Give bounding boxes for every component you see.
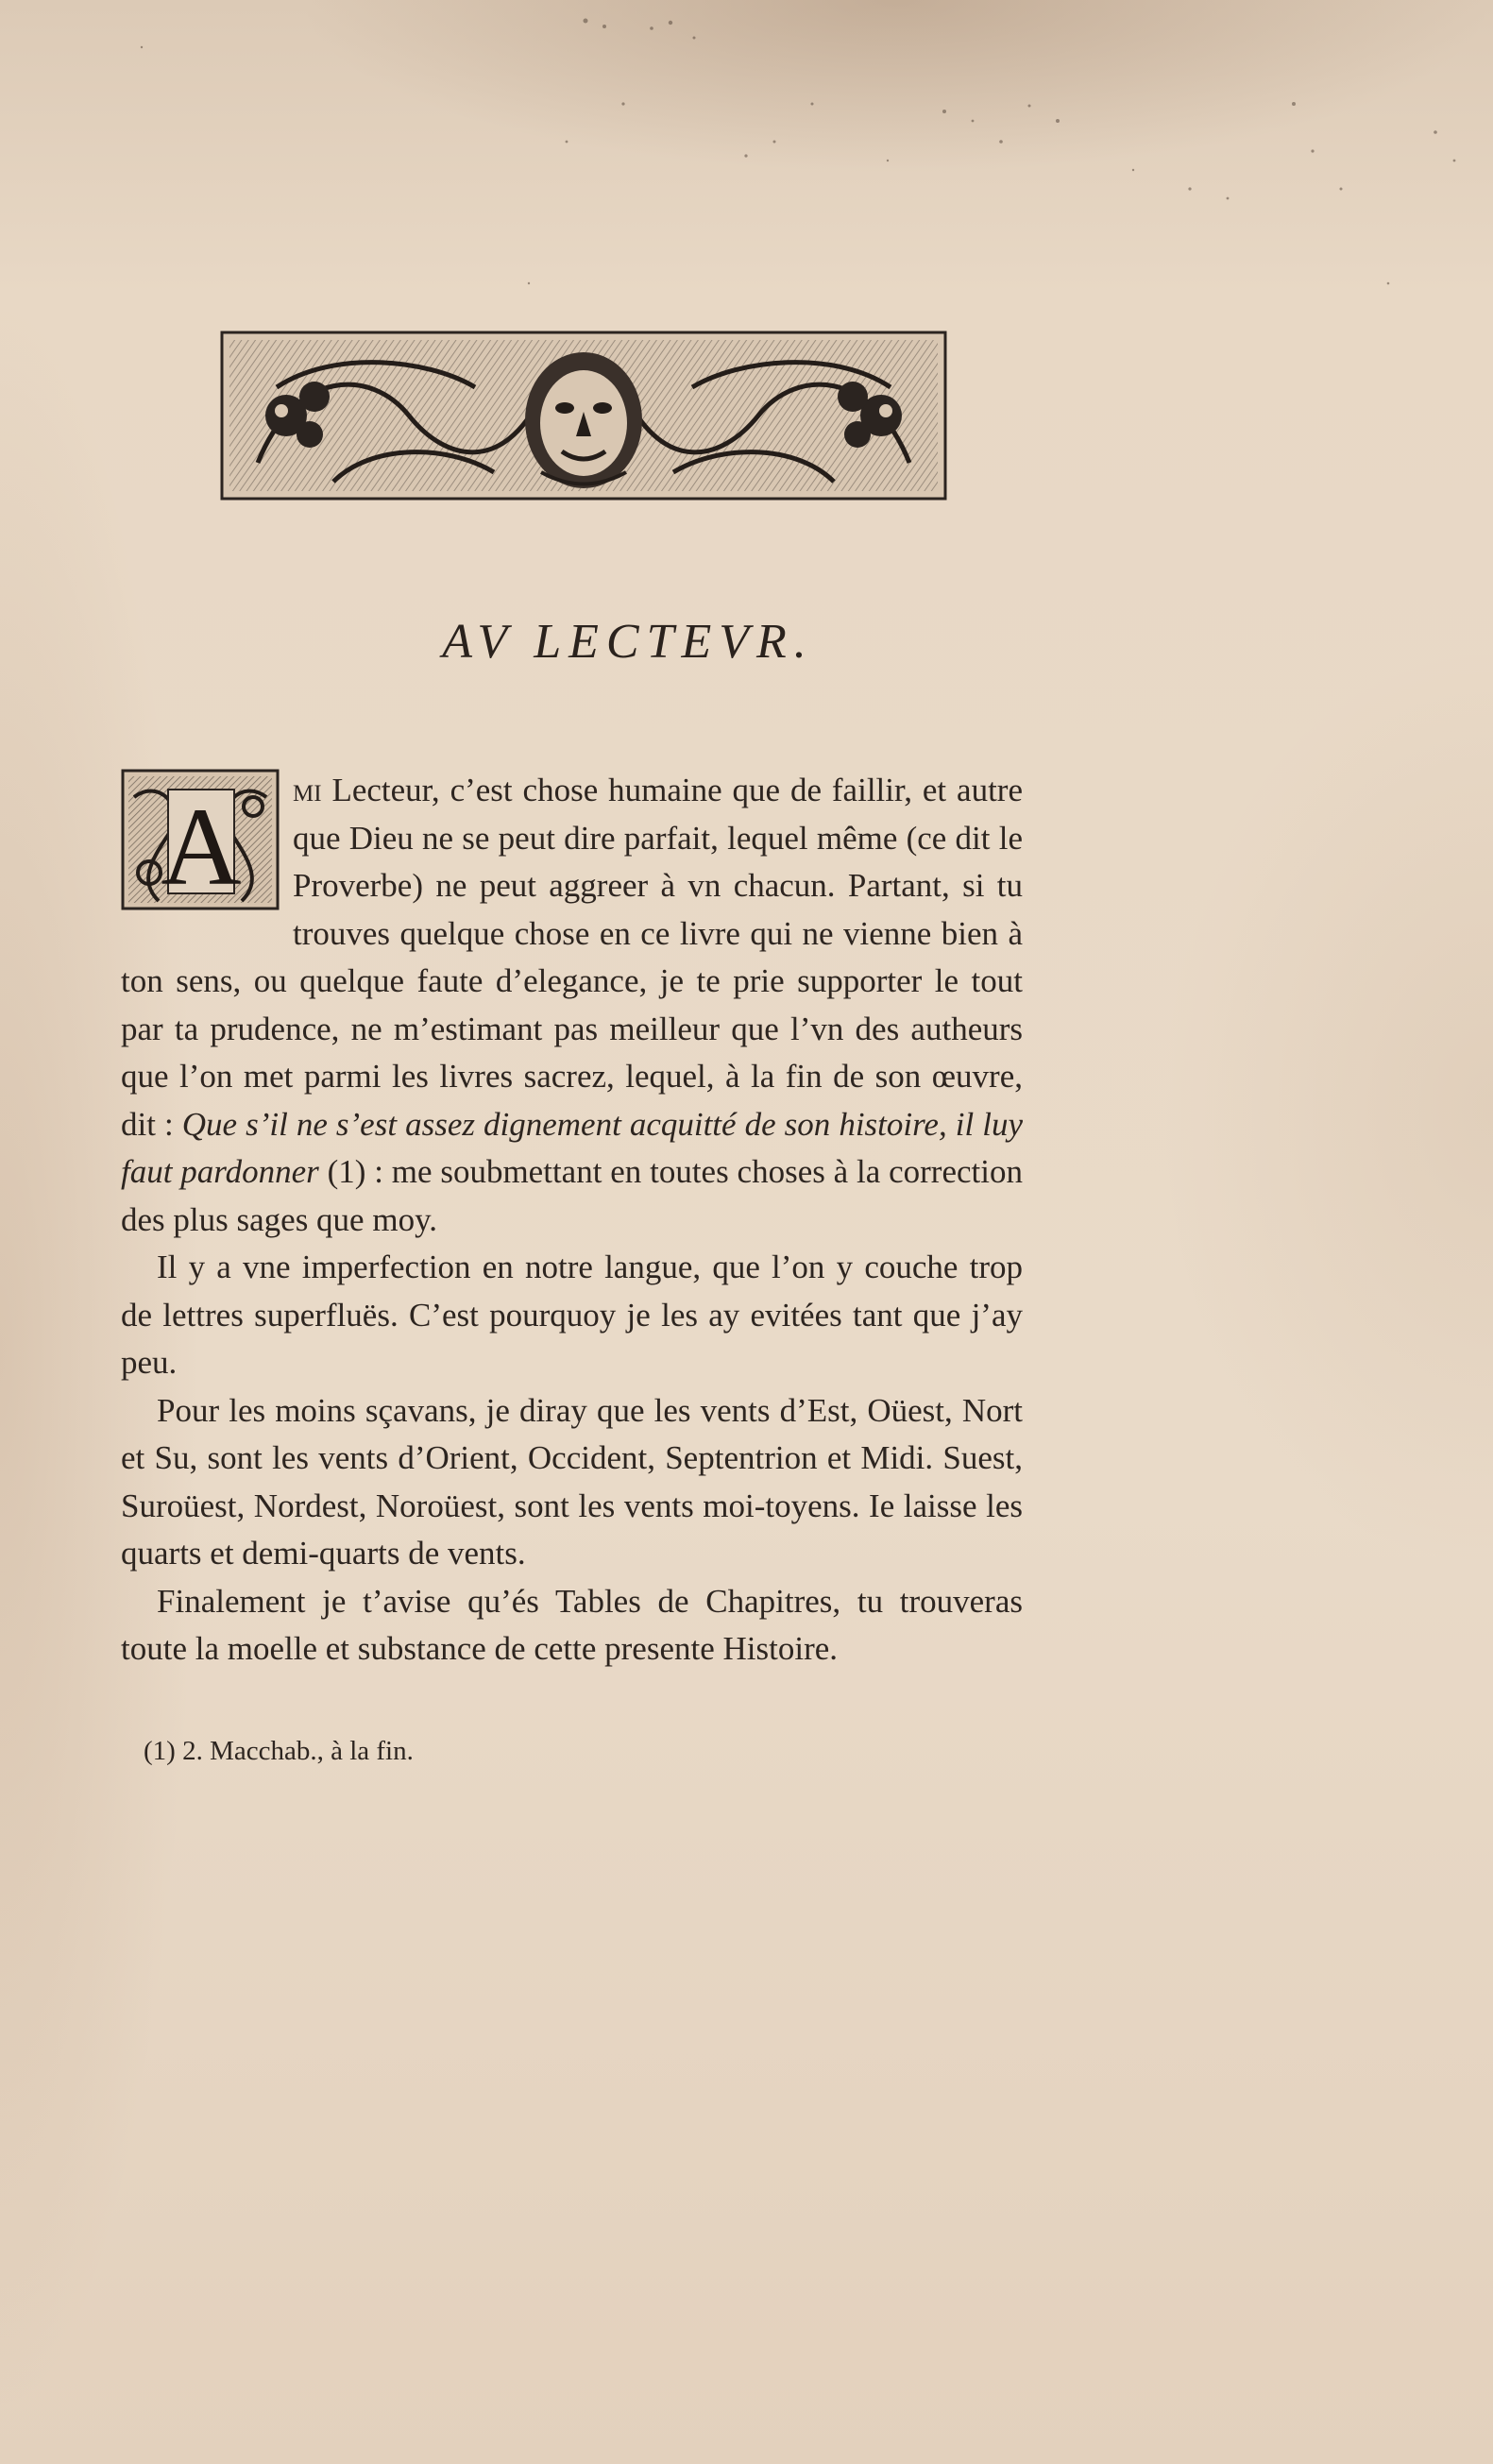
page-title: AV LECTEVR.	[442, 615, 814, 669]
p1-text-a: Lecteur, c’est chose humaine que de faillir, et autre que Dieu ne se peut dire parfait, lequel même (ce dit le Proverbe) ne peut aggreer à vn chacun. Partant, si tu trouves quelque chose en ce livre qui ne vienne bien à ton sens, ou quelque faute d’elegance, je te prie supporter le tout par ta prudence, ne m’estimant pas meilleur que l’vn des autheurs que l’on met parmi les livres sacrez, lequel, à la fin de son œuvre, dit :	[121, 772, 1023, 1143]
footnote: (1) 2. Macchab., à la fin.	[144, 1736, 414, 1766]
body-text	[121, 767, 1023, 1674]
p1-text-b: (1) : me soubmettant en toutes choses à la correction des plus sages que moy.	[121, 1153, 1023, 1238]
dropcap-letter: A	[161, 785, 242, 909]
dropcap-a-icon	[121, 769, 280, 910]
p1-quote: Que s’il ne s’est assez dignement acquitté de son histoire, il luy faut pardonner	[121, 1105, 1023, 1190]
p1-small-caps: mi	[293, 772, 322, 808]
paragraph-1	[121, 767, 1023, 1244]
paper-stains	[0, 0, 1493, 321]
headpiece-ornament	[220, 331, 947, 501]
paragraph-2: Il y a vne imperfection en notre langue, que l’on y couche trop de lettres superfluës. C’est pourquoy je les ay evitées tant que j’ay peu.	[121, 1249, 1023, 1381]
paragraph-4: Finalement je t’avise qu’és Tables de Chapitres, tu trouveras toute la moelle et substance de cette presente Histoire.	[121, 1582, 1023, 1667]
paragraph-3: Pour les moins sçavans, je diray que les vents d’Est, Oüest, Nort et Su, sont les vents d’Orient, Occident, Septentrion et Midi. Suest, Suroüest, Nordest, Noroüest, sont les vents moi-toyens. Ie laisse les quarts et demi-quarts de vents.	[121, 1391, 1023, 1572]
